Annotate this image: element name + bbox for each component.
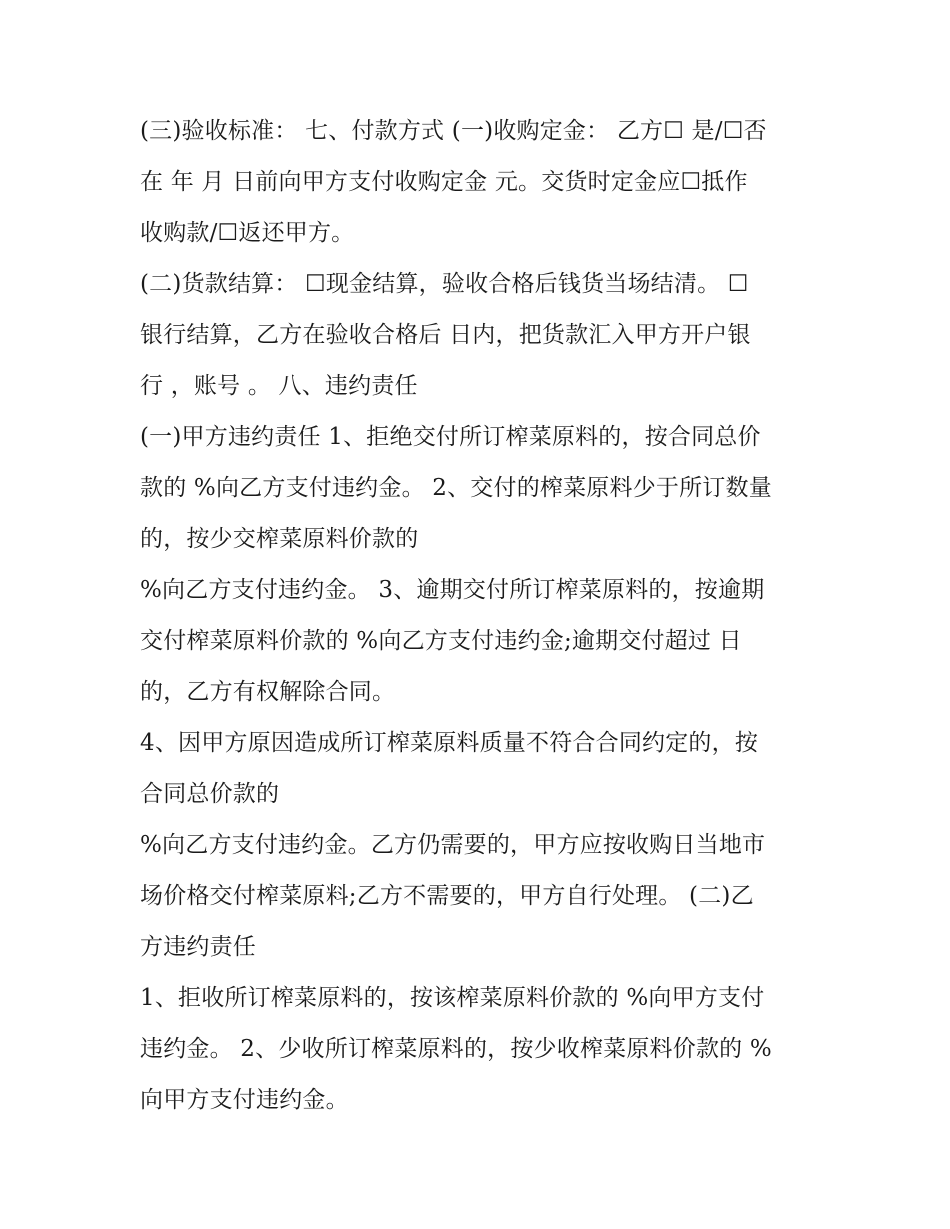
text-line: (一)甲方违约责任 1、拒绝交付所订榨菜原料的，按合同总价	[140, 424, 761, 450]
document-body	[140, 106, 820, 1126]
text-line: (三)验收标准： 七、付款方式 (一)收购定金： 乙方☐ 是/☐否	[140, 118, 767, 144]
text-line: %向乙方支付违约金。 3、逾期交付所订榨菜原料的，按逾期	[140, 577, 765, 603]
text-line: 款的 %向乙方支付违约金。 2、交付的榨菜原料少于所订数量	[140, 475, 772, 501]
text-line: 违约金。 2、少收所订榨菜原料的，按少收榨菜原料价款的 %	[140, 1036, 772, 1062]
text-line: 方违约责任	[140, 934, 256, 960]
text-line: 合同总价款的	[140, 781, 280, 807]
text-line: 银行结算，乙方在验收合格后 日内，把货款汇入甲方开户银	[140, 322, 751, 348]
text-line: 场价格交付榨菜原料;乙方不需要的，甲方自行处理。 (二)乙	[140, 883, 754, 909]
text-line: 行 ，账号 。 八、违约责任	[140, 373, 418, 399]
text-line: (二)货款结算： ☐现金结算，验收合格后钱货当场结清。 ☐	[140, 271, 749, 297]
text-line: 交付榨菜原料价款的 %向乙方支付违约金;逾期交付超过 日	[140, 628, 742, 654]
text-line: 1、拒收所订榨菜原料的，按该榨菜原料价款的 %向甲方支付	[140, 985, 765, 1011]
text-line: 在 年 月 日前向甲方支付收购定金 元。交货时定金应☐抵作	[140, 169, 748, 195]
text-line: 收购款/☐返还甲方。	[140, 220, 355, 246]
text-line: 的，乙方有权解除合同。	[140, 679, 396, 705]
text-line: 的，按少交榨菜原料价款的	[140, 526, 419, 552]
text-line: 向甲方支付违约金。	[140, 1087, 349, 1113]
text-line: %向乙方支付违约金。乙方仍需要的，甲方应按收购日当地市	[140, 832, 766, 858]
text-line: 4、因甲方原因造成所订榨菜原料质量不符合合同约定的，按	[140, 730, 759, 756]
